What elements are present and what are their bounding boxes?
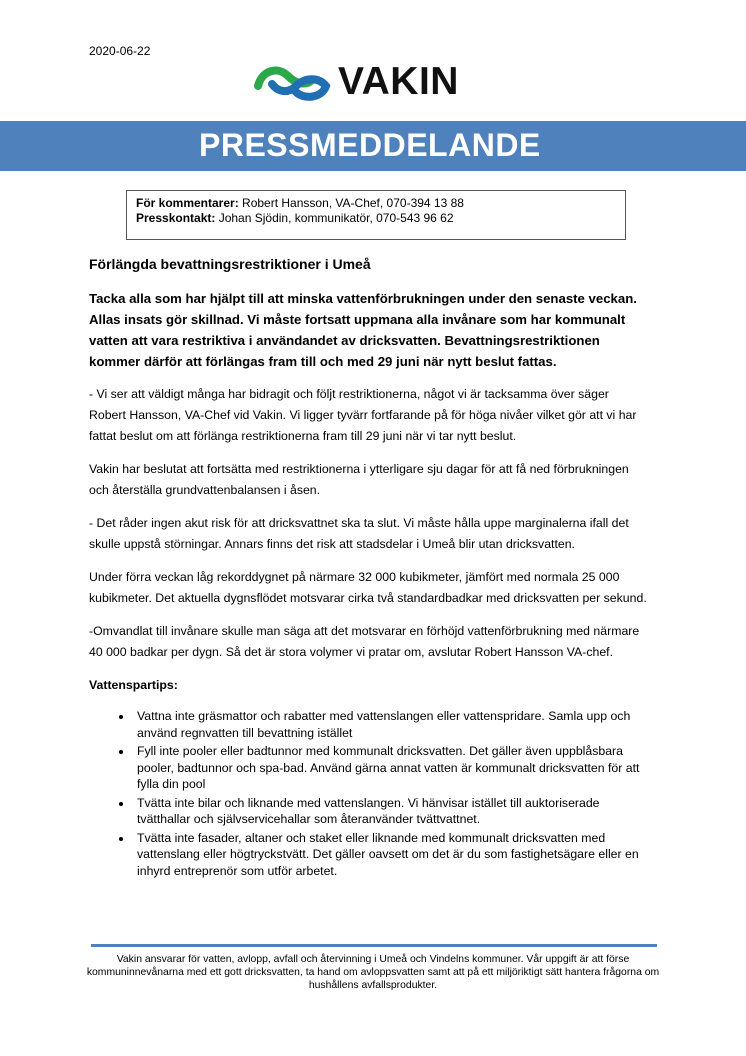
article-heading: Förlängda bevattningsrestriktioner i Umeå [89,256,371,272]
vakin-logo [252,60,482,104]
logo-wordmark: VAKIN [338,60,459,103]
paragraph: Under förra veckan låg rekorddygnet på närmare 32 000 kubikmeter, jämfört med normala 25 000 kubikmeter. Det aktuella dygnsflödet motsvarar cirka två standardbadkar med dricksvatten per sekund. [89,570,647,605]
list-item: • Tvätta inte fasader, altaner och staket eller liknande med kommunalt dricksvatten med vattenslang eller högtryckstvätt. Det gäller oavsett om det är du som fastighetsägare eller en inhyrd entreprenör som utför arbetet. [133,830,649,880]
paragraph: Vakin har beslutat att fortsätta med restriktionerna i ytterligare sju dagar för att få ned förbrukningen och återställa grundvattenbalansen i åsen. [89,462,629,497]
press-label: Presskontakt: [136,211,216,225]
article [89,254,649,881]
footer-text: Vakin ansvarar för vatten, avlopp, avfall och återvinning i Umeå och Vindelns kommuner. Vår uppgift är att förse kommuninnevånarna med ett gott dricksvatten, ta hand om avloppsvatten samt att på ett miljöriktigt sätt hantera frågorna om hushållens avfallsprodukter. [86,954,660,991]
paragraph: -Omvandlat till invånare skulle man säga att det motsvarar en förhöjd vattenförbrukning med närmare 40 000 badkar per dygn. Så det är stora volymer vi pratar om, avslutar Robert Hansson VA-chef. [89,624,640,659]
document-date: 2020-06-22 [89,44,151,58]
press-contact [136,211,616,226]
comment-contact [136,196,616,211]
comment-value: Robert Hansson, VA-Chef, 070-394 13 88 [238,196,464,210]
contact-box [126,190,626,240]
list-item: • Fyll inte pooler eller badtunnor med kommunalt dricksvatten. Det gäller även uppblåsbara pooler, badtunnor och spa-bad. Använd gärna annat vatten är kommunalt dricksvatten för att fylla din pool [133,743,649,793]
article-lead: Tacka alla som har hjälpt till att minska vattenförbrukningen under den senaste veckan. Allas insats gör skillnad. Vi måste fortsatt uppmana alla invånare som har kommunalt vatten att vara restriktiva i användandet av dricksvatten. Bevattningsrestriktionen kommer därför att förlängas fram till och med 29 juni när nytt beslut fattas. [89,291,637,369]
paragraph: - Vi ser att väldigt många har bidragit och följt restriktionerna, något vi är tacksamma över säger Robert Hansson, VA-Chef vid Vakin. Vi ligger tyvärr fortfarande på för höga nivåer vilket gör att vi har fattat beslut om att förlänga restriktionerna fram till 29 juni när vi tar nytt beslut. [89,387,637,443]
paragraph: - Det råder ingen akut risk för att dricksvattnet ska ta slut. Vi måste hålla uppe marginalerna ifall det skulle uppstå störningar. Annars finns det risk att stadsdelar i Umeå blir utan dricksvatten. [89,516,629,551]
tips-heading: Vattenspartips: [89,678,178,692]
vakin-wave-icon [252,60,332,104]
tips-list [89,708,649,879]
press-value: Johan Sjödin, kommunikatör, 070-543 96 62 [215,211,454,225]
list-item: • Tvätta inte bilar och liknande med vattenslangen. Vi hänvisar istället till auktoriserade tvätthallar och självservicehallar som återanvänder tvättvattnet. [133,795,649,828]
comment-label: För kommentarer: [136,196,239,210]
footer-divider [91,944,657,947]
list-item: • Vattna inte gräsmattor och rabatter med vattenslangen eller vattenspridare. Samla upp och använd regnvatten till bevattning istället [133,708,649,741]
banner-title: PRESSMEDDELANDE [199,127,541,163]
